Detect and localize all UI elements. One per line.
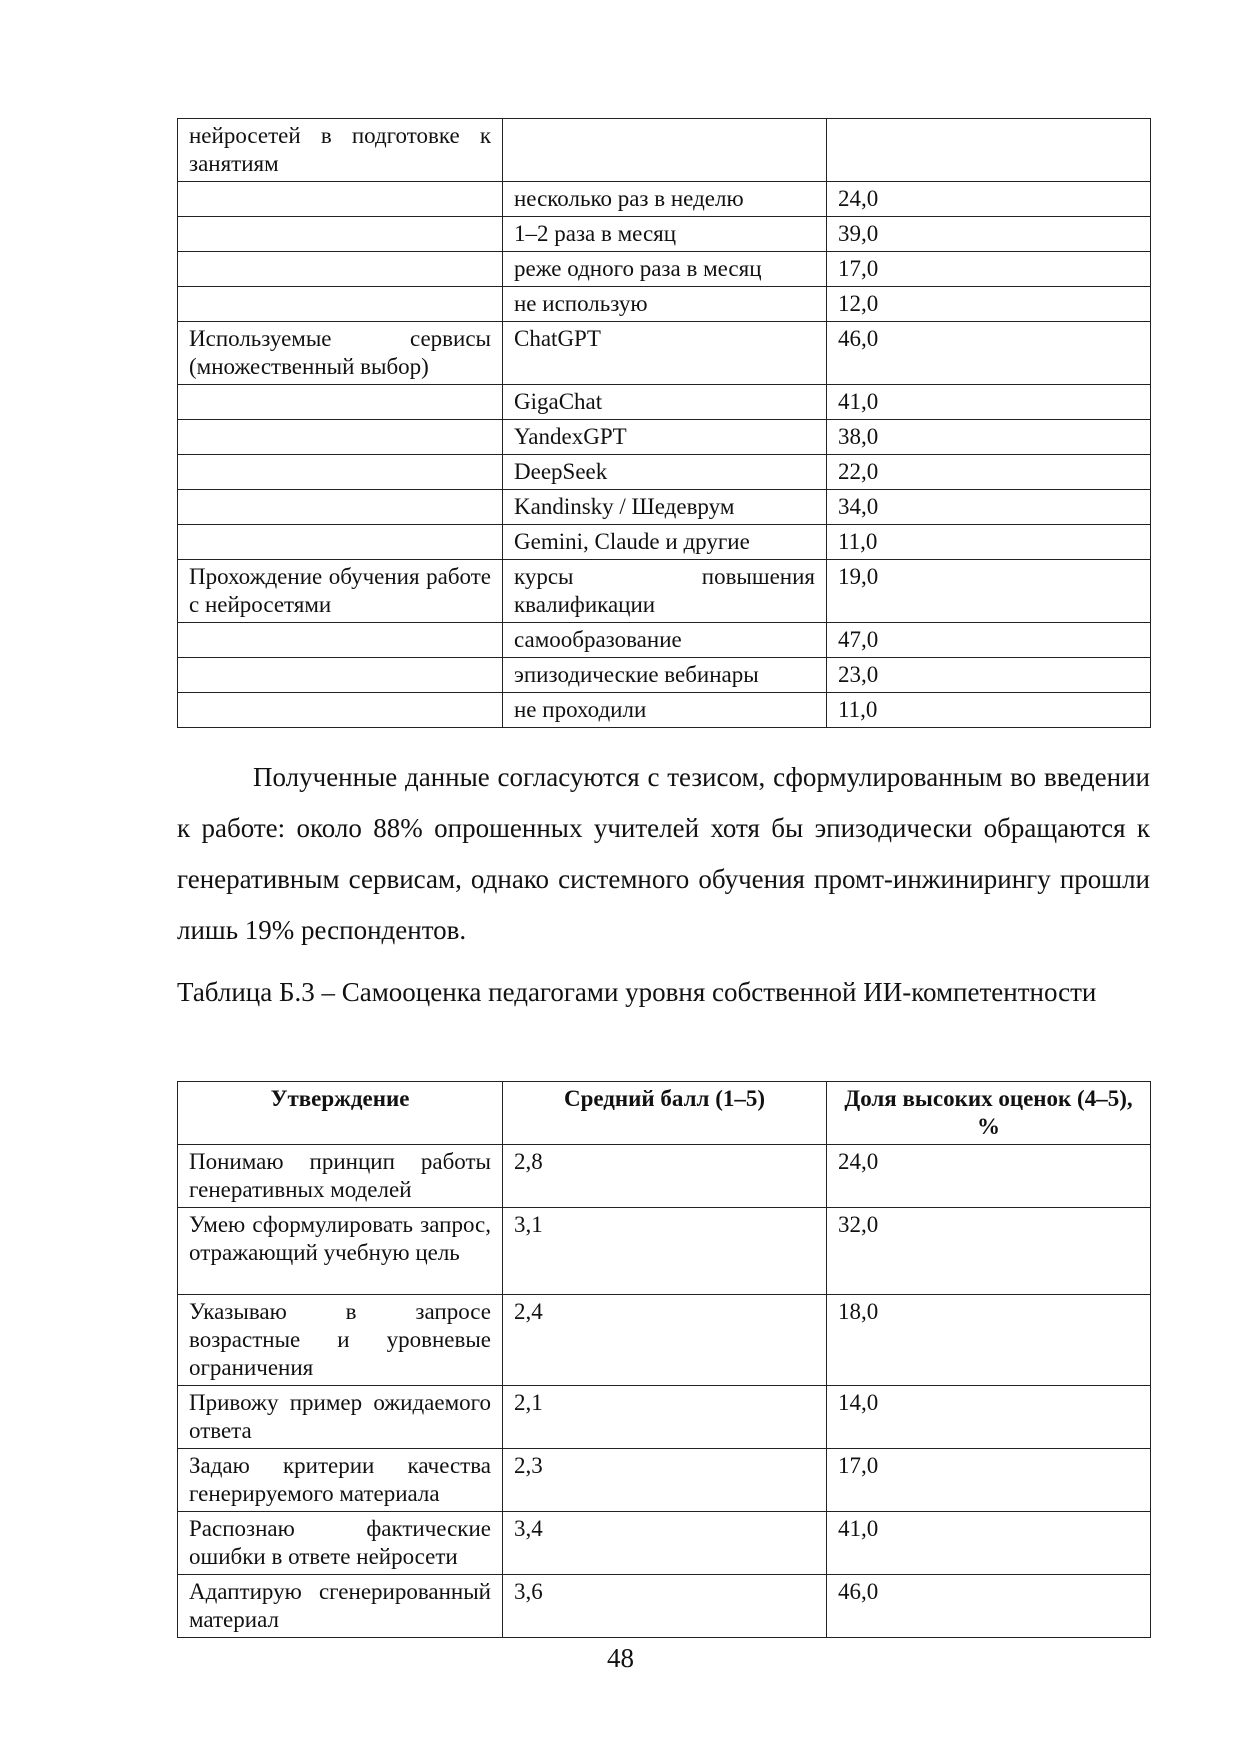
table-cell: самообразование [503,623,827,658]
table-cell [178,420,503,455]
table-cell: 46,0 [827,1575,1151,1638]
table-cell: 39,0 [827,217,1151,252]
table-cell [178,658,503,693]
table-row [178,525,1151,560]
table-cell [178,623,503,658]
table-cell [178,252,503,287]
table-cell: 11,0 [827,525,1151,560]
table-cell: 23,0 [827,658,1151,693]
body-paragraph [177,752,1150,956]
table-cell: Распознаю фактические ошибки в ответе нейросети [178,1512,503,1575]
table-cell: Прохождение обучения работе с нейросетями [178,560,503,623]
column-header: Средний балл (1–5) [503,1082,827,1145]
table-cell: 18,0 [827,1295,1151,1386]
table-cell: Понимаю принцип работы генеративных моделей [178,1145,503,1208]
table-cell: Указываю в запросе возрастные и уровневые ограничения [178,1295,503,1386]
table-caption [177,967,1150,1018]
table-cell: курсы повышения квалификации [503,560,827,623]
table-cell: ChatGPT [503,322,827,385]
table-cell: 19,0 [827,560,1151,623]
table-cell: Используемые сервисы (множественный выбор) [178,322,503,385]
table-cell: 2,4 [503,1295,827,1386]
column-header: Доля высоких оценок (4–5), % [827,1082,1151,1145]
table-row [178,1386,1151,1449]
table-cell: реже одного раза в месяц [503,252,827,287]
page-number: 48 [607,1643,634,1673]
table-cell: эпизодические вебинары [503,658,827,693]
column-header: Утверждение [178,1082,503,1145]
table-cell [178,525,503,560]
table-cell: 38,0 [827,420,1151,455]
table-cell: 2,8 [503,1145,827,1208]
table-cell: 2,3 [503,1449,827,1512]
table-header-row [178,1082,1151,1145]
table-cell: 46,0 [827,322,1151,385]
table-cell [827,119,1151,182]
table-row [178,560,1151,623]
table-cell: Задаю критерии качества генерируемого материала [178,1449,503,1512]
table-cell: 22,0 [827,455,1151,490]
table-cell: 41,0 [827,1512,1151,1575]
table-cell: Умею сформулировать запрос, отражающий учебную цель [178,1208,503,1295]
table-row [178,385,1151,420]
table-cell: 1–2 раза в месяц [503,217,827,252]
table-cell: 47,0 [827,623,1151,658]
table-row [178,1208,1151,1295]
table-cell: 34,0 [827,490,1151,525]
table-cell [178,287,503,322]
table-cell: 17,0 [827,252,1151,287]
table-cell: 12,0 [827,287,1151,322]
table-cell [178,490,503,525]
table-row [178,182,1151,217]
table-cell: нейросетей в подготовке к занятиям [178,119,503,182]
table-row [178,217,1151,252]
caption-text: Таблица Б.3 – Самооценка педагогами уровня собственной ИИ-компетентности [177,977,1097,1007]
table-row [178,623,1151,658]
table-cell [178,182,503,217]
self-assessment-table [177,1081,1151,1638]
table-cell [503,119,827,182]
table-row [178,1512,1151,1575]
table-cell: 41,0 [827,385,1151,420]
table-row [178,420,1151,455]
table-cell: 14,0 [827,1386,1151,1449]
table-row [178,658,1151,693]
table-cell: YandexGPT [503,420,827,455]
table-cell: GigaChat [503,385,827,420]
table-cell: 3,6 [503,1575,827,1638]
table-cell: Gemini, Claude и другие [503,525,827,560]
table-row [178,1449,1151,1512]
table-row [178,490,1151,525]
table-row [178,252,1151,287]
table-row [178,1575,1151,1638]
table-cell: 24,0 [827,182,1151,217]
table-row [178,287,1151,322]
table-cell: 24,0 [827,1145,1151,1208]
table-cell: не проходили [503,693,827,728]
table-row [178,1295,1151,1386]
table-cell: Адаптирую сгенерированный материал [178,1575,503,1638]
table-cell [178,217,503,252]
table-cell: 2,1 [503,1386,827,1449]
survey-results-table [177,118,1151,728]
table-cell: DeepSeek [503,455,827,490]
table-row [178,693,1151,728]
table-cell: 11,0 [827,693,1151,728]
table-cell: 3,4 [503,1512,827,1575]
table-cell: Привожу пример ожидаемого ответа [178,1386,503,1449]
table-cell [178,455,503,490]
table-cell [178,693,503,728]
table-cell: 17,0 [827,1449,1151,1512]
table-cell: Kandinsky / Шедеврум [503,490,827,525]
table-row [178,1145,1151,1208]
table-row [178,322,1151,385]
table-cell: 3,1 [503,1208,827,1295]
table-cell: несколько раз в неделю [503,182,827,217]
paragraph-text: Полученные данные согласуются с тезисом, сформулированным во введении к работе: около 88% опрошенных учителей хотя бы эпизодически обращаются к генеративным сервисам, однако системного обучения промт-инжинирингу прошли лишь 19% респондентов. [177,762,1150,945]
table-row [178,119,1151,182]
table-cell: 32,0 [827,1208,1151,1295]
table-cell: не использую [503,287,827,322]
table-row [178,455,1151,490]
table-cell [178,385,503,420]
